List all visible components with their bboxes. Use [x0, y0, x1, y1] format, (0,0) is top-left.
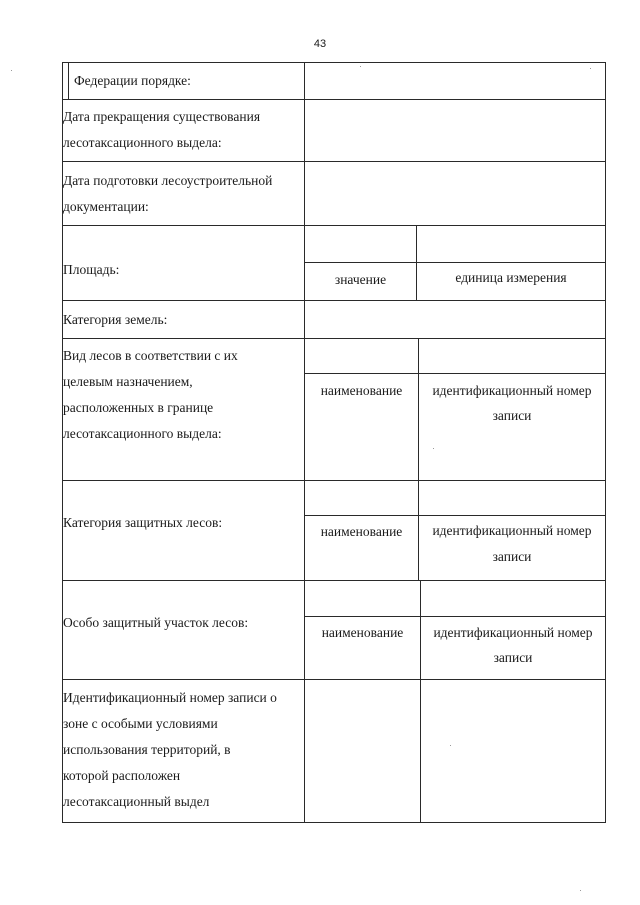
land-category-label: Категория земель:: [63, 312, 168, 327]
forest-type-label-line3: расположенных в границе: [63, 400, 214, 415]
table-rule: [62, 822, 606, 823]
termination-date-label-line2: лесотаксационного выдела:: [63, 135, 222, 150]
table-rule: [605, 62, 606, 823]
protective-area-id-header-line2: записи: [493, 650, 533, 665]
protective-area-id-header-line1: идентификационный номер: [433, 625, 593, 640]
forest-type-label-line1: Вид лесов в соответствии с их: [63, 348, 238, 363]
table-rule: [62, 62, 606, 63]
termination-date-label-line1: Дата прекращения существования: [63, 109, 261, 124]
table-rule: [304, 62, 305, 823]
page-number: 43: [313, 38, 327, 50]
scan-speck: [433, 448, 434, 449]
table-rule: [62, 300, 606, 301]
table-rule: [305, 262, 606, 263]
table-rule: [305, 373, 606, 374]
protective-category-label: Категория защитных лесов:: [63, 515, 223, 530]
table-rule: [62, 161, 606, 162]
forest-type-name-header: наименование: [320, 383, 403, 398]
zone-id-label-line4: которой расположен: [63, 768, 181, 783]
table-rule: [305, 616, 606, 617]
table-rule: [62, 580, 606, 581]
zone-id-label-line1: Идентификационный номер записи о: [63, 690, 277, 705]
protective-category-name-header: наименование: [320, 524, 403, 539]
area-label: Площадь:: [63, 262, 120, 277]
forest-type-label-line2: целевым назначением,: [63, 374, 193, 389]
table-rule: [62, 225, 606, 226]
preparation-date-label-line2: документации:: [63, 199, 149, 214]
scan-speck: [450, 745, 451, 746]
procedure-cont-label: Федерации порядке:: [74, 73, 191, 88]
protective-category-id-header-line1: идентификационный номер: [432, 523, 592, 538]
protective-area-name-header: наименование: [321, 625, 404, 640]
table-rule: [62, 99, 606, 100]
table-rule: [62, 679, 606, 680]
protective-area-label: Особо защитный участок лесов:: [63, 615, 249, 630]
table-rule: [420, 679, 421, 822]
protective-category-id-header-line2: записи: [492, 549, 532, 564]
zone-id-label-line5: лесотаксационный выдел: [63, 794, 210, 809]
forest-type-label-line4: лесотаксационного выдела:: [63, 426, 222, 441]
preparation-date-label-line1: Дата подготовки лесоустроительной: [63, 173, 273, 188]
table-rule: [62, 338, 606, 339]
scan-speck: [360, 66, 361, 67]
area-unit-header: единица измерения: [455, 270, 567, 285]
scan-speck: [580, 890, 581, 891]
area-value-header: значение: [334, 272, 387, 287]
zone-id-label-line2: зоне с особыми условиями: [63, 716, 218, 731]
table-rule: [68, 62, 69, 99]
scan-speck: [11, 70, 12, 71]
table-rule: [305, 515, 606, 516]
zone-id-label-line3: использования территорий, в: [63, 742, 231, 757]
forest-type-id-header-line2: записи: [492, 408, 532, 423]
table-rule: [62, 480, 606, 481]
forest-type-id-header-line1: идентификационный номер: [432, 383, 592, 398]
scan-speck: [590, 68, 591, 69]
